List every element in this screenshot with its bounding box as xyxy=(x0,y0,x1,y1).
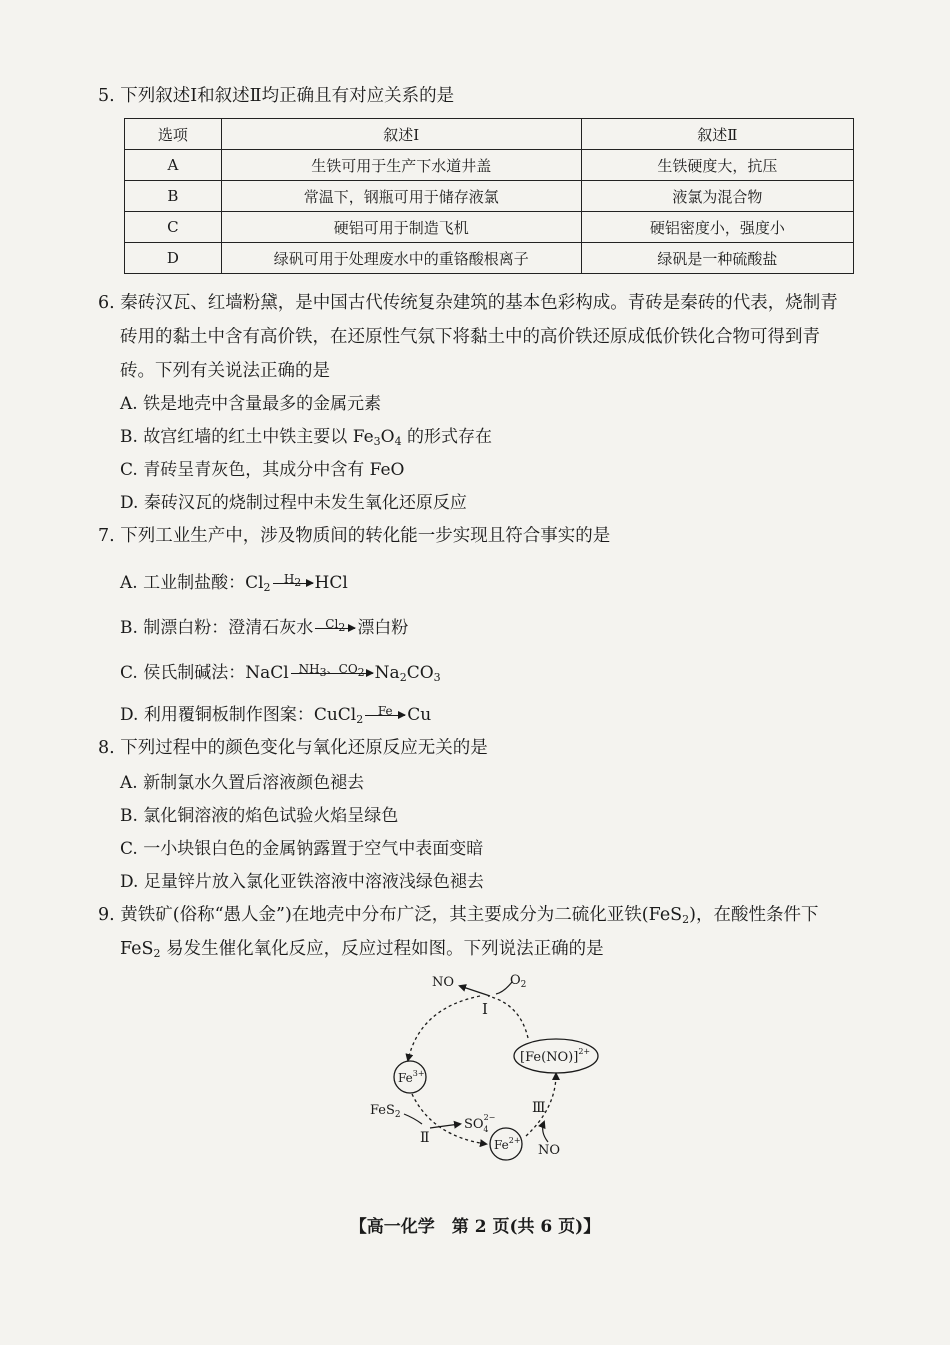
label-no-bottom: NO xyxy=(538,1143,561,1158)
label-no-top: NO xyxy=(432,975,455,990)
q7-c-product-sub2: 3 xyxy=(433,671,441,684)
q7-d-arrow-icon xyxy=(365,704,405,721)
label-o2-base: O xyxy=(510,973,521,988)
no-release-arrow-icon xyxy=(460,986,490,996)
q7-c-cond-co: 、CO xyxy=(326,662,358,676)
label-so4 xyxy=(464,1113,495,1134)
label-fes2-base: FeS xyxy=(370,1103,395,1118)
q6-option-b-sub-3: 3 xyxy=(373,435,381,448)
q7-c-arrow-icon xyxy=(291,662,373,679)
q7-d-label: D. 利用覆铜板制作图案：CuCl xyxy=(120,705,357,725)
q7-a-cond-sub: 2 xyxy=(294,576,302,589)
q7-b-arrow-icon xyxy=(315,617,355,634)
label-complex-sup: 2+ xyxy=(578,1047,591,1056)
q5-row-d-statement-2: 绿矾是一种硫酸盐 xyxy=(581,243,853,274)
q5-row-d xyxy=(125,243,854,274)
q5-header-statement-2: 叙述Ⅱ xyxy=(581,119,853,150)
q7-b-cond-cl: Cl xyxy=(325,617,339,631)
q9-stem-line-1-pre: 9. 黄铁矿(俗称“愚人金”)在地壳中分布广泛，其主要成分为二硫化亚铁(FeS xyxy=(98,905,683,925)
q7-a-arrow-icon xyxy=(273,572,313,589)
q7-a-cond-h: H xyxy=(283,572,295,586)
label-complex-base: [Fe(NO)] xyxy=(520,1050,579,1065)
q7-b-arrow-line xyxy=(315,628,355,629)
q7-b-product: 漂白粉 xyxy=(357,618,409,638)
q8-option-a: A. 新制氯水久置后溶液颜色褪去 xyxy=(120,773,365,793)
q7-option-b xyxy=(120,618,408,638)
label-o2 xyxy=(510,973,526,990)
q9-stem-line-2-post: 易发生催化氧化反应，反应过程如图。下列说法正确的是 xyxy=(160,939,604,959)
q7-option-d xyxy=(120,705,431,730)
q7-option-a xyxy=(120,573,348,598)
q9-stem-line-2-sub: 2 xyxy=(153,947,161,960)
q6-option-c: C. 青砖呈青灰色，其成分中含有 FeO xyxy=(120,460,405,480)
q8-option-b: B. 氯化铜溶液的焰色试验火焰呈绿色 xyxy=(120,806,399,826)
label-o2-sub: 2 xyxy=(520,980,527,990)
label-fe-no-complex xyxy=(520,1047,590,1065)
q5-row-c-statement-1: 硬铝可用于制造飞机 xyxy=(221,212,581,243)
q5-row-c-option: C xyxy=(125,212,222,243)
label-so4-base: SO xyxy=(464,1117,484,1132)
q7-a-cl-sub: 2 xyxy=(263,581,271,594)
q7-c-cond-sub2: 2 xyxy=(357,666,365,679)
q6-option-b-fe: Fe xyxy=(352,427,374,447)
q8-stem: 8. 下列过程中的颜色变化与氧化还原反应无关的是 xyxy=(98,738,488,758)
q6-option-b xyxy=(120,427,492,452)
q5-header-row xyxy=(125,119,854,150)
q9-stem-line-1-sub: 2 xyxy=(682,913,690,926)
label-step-2: Ⅱ xyxy=(420,1130,430,1146)
so4-release-arrow-icon xyxy=(430,1124,460,1128)
q5-header-option: 选项 xyxy=(125,119,222,150)
q8-option-c: C. 一小块银白色的金属钠露置于空气中表面变暗 xyxy=(120,839,484,859)
label-so4-sup: 2− xyxy=(483,1113,496,1122)
q7-b-label: B. 制漂白粉：澄清石灰水 xyxy=(120,618,314,638)
q5-row-a-statement-1: 生铁可用于生产下水道井盖 xyxy=(221,150,581,181)
q6-option-b-sub-4: 4 xyxy=(394,435,402,448)
q6-option-b-post: 的形式存在 xyxy=(401,427,492,447)
q7-a-product: HCl xyxy=(314,573,348,593)
fes2-input-arrow xyxy=(404,1114,422,1124)
q7-a-label: A. 工业制盐酸： xyxy=(120,573,246,593)
q7-c-condition xyxy=(291,663,373,679)
q5-table xyxy=(124,118,854,274)
q7-stem: 7. 下列工业生产中，涉及物质间的转化能一步实现且符合事实的是 xyxy=(98,526,611,546)
q7-c-label: C. 侯氏制碱法：NaCl xyxy=(120,663,289,683)
q5-header-statement-1: 叙述Ⅰ xyxy=(221,119,581,150)
q7-d-condition: Fe xyxy=(377,704,393,718)
q6-option-a: A. 铁是地壳中含量最多的金属元素 xyxy=(120,394,382,414)
q7-a-cl: Cl xyxy=(245,573,264,593)
q9-stem-line-1 xyxy=(98,905,819,930)
label-step-1: Ⅰ xyxy=(482,1000,488,1018)
label-fe3-base: Fe xyxy=(398,1071,413,1085)
q5-row-b xyxy=(125,181,854,212)
no-input-arrow-icon xyxy=(543,1122,548,1142)
q7-c-product-co: CO xyxy=(406,663,434,683)
label-fes2-sub: 2 xyxy=(394,1110,401,1120)
q5-row-c-statement-2: 硬铝密度小，强度小 xyxy=(581,212,853,243)
q7-d-arrow-line xyxy=(365,715,405,716)
q7-c-product-na: Na xyxy=(374,663,400,683)
q9-stem-line-2 xyxy=(120,939,604,964)
q9-stem-line-2-pre: FeS xyxy=(120,939,154,959)
q7-b-cond-sub: 2 xyxy=(338,621,346,634)
label-fe2-base: Fe xyxy=(494,1138,509,1152)
q5-stem: 5. 下列叙述Ⅰ和叙述Ⅱ均正确且有对应关系的是 xyxy=(98,86,455,106)
q7-c-product-sub: 2 xyxy=(399,671,407,684)
q6-stem-line-2: 砖用的黏土中含有高价铁，在还原性气氛下将黏土中的高价铁还原成低价铁化合物可得到青 xyxy=(120,327,820,347)
arc-top-to-fe3 xyxy=(408,996,480,1060)
q5-row-d-statement-1: 绿矾可用于处理废水中的重铬酸根离子 xyxy=(221,243,581,274)
reaction-cycle-diagram xyxy=(360,968,620,1168)
q5-row-a-option: A xyxy=(125,150,222,181)
q7-a-arrow-line xyxy=(273,583,313,584)
label-so4-sub: 4 xyxy=(483,1125,489,1134)
q7-c-cond-nh: NH xyxy=(298,662,320,676)
q9-stem-line-1-post: )，在酸性条件下 xyxy=(689,905,819,925)
label-step-3: Ⅲ xyxy=(532,1100,546,1116)
q6-stem-line-1: 6. 秦砖汉瓦、红墙粉黛，是中国古代传统复杂建筑的基本色彩构成。青砖是秦砖的代表，烧制青 xyxy=(98,293,838,313)
q5-row-a-statement-2: 生铁硬度大，抗压 xyxy=(581,150,853,181)
q5-row-b-option: B xyxy=(125,181,222,212)
label-fe3-sup: 3+ xyxy=(412,1069,425,1078)
q7-option-c xyxy=(120,663,441,688)
arc-complex-to-top xyxy=(488,996,528,1038)
q7-d-label-sub: 2 xyxy=(356,713,364,726)
q8-option-d: D. 足量锌片放入氯化亚铁溶液中溶液浅绿色褪去 xyxy=(120,872,484,892)
q7-c-cond-sub1: 3 xyxy=(319,666,327,679)
q5-row-d-option: D xyxy=(125,243,222,274)
label-fes2 xyxy=(370,1103,401,1120)
page-footer: 【高一化学 第 2 页(共 6 页)】 xyxy=(349,1217,601,1237)
label-fe2 xyxy=(494,1136,521,1152)
q6-option-d: D. 秦砖汉瓦的烧制过程中未发生氧化还原反应 xyxy=(120,493,467,513)
q5-row-a xyxy=(125,150,854,181)
label-fe2-sup: 2+ xyxy=(508,1136,521,1145)
q7-d-product: Cu xyxy=(407,705,432,725)
q5-row-c xyxy=(125,212,854,243)
q5-row-b-statement-2: 液氯为混合物 xyxy=(581,181,853,212)
q6-stem-line-3: 砖。下列有关说法正确的是 xyxy=(120,361,330,381)
q7-c-arrow-line xyxy=(291,673,373,674)
label-fe3 xyxy=(398,1069,425,1085)
q6-option-b-pre: B. 故宫红墙的红土中铁主要以 xyxy=(120,427,353,447)
q6-option-b-o: O xyxy=(380,427,395,447)
q5-row-b-statement-1: 常温下，钢瓶可用于储存液氯 xyxy=(221,181,581,212)
